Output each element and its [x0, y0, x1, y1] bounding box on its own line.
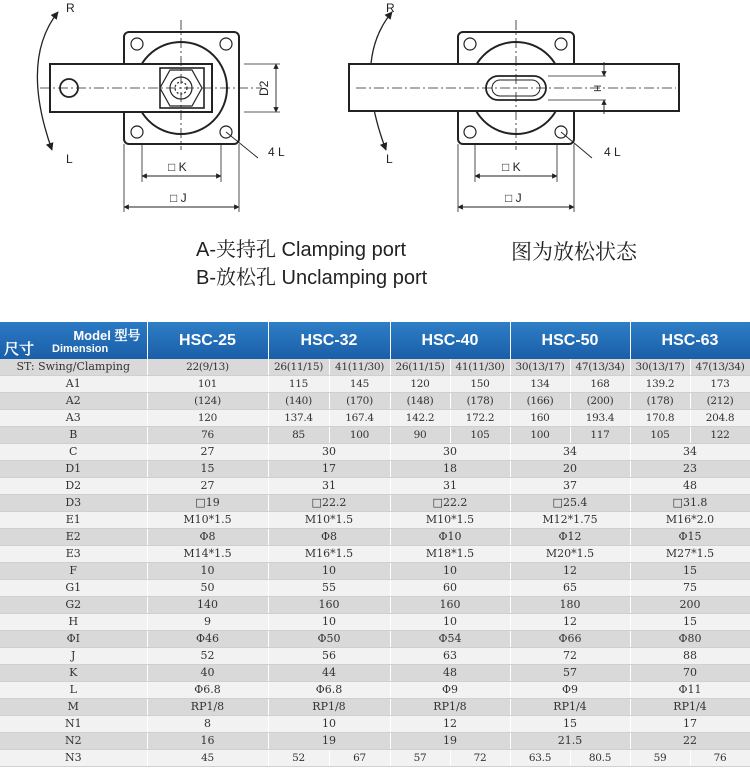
table-cell: 15: [147, 461, 268, 478]
label-j-left: □ J: [170, 191, 187, 205]
table-cell: 20: [510, 461, 630, 478]
table-cell: M18*1.5: [390, 546, 510, 563]
table-cell: 15: [630, 563, 750, 580]
table-row: [0, 580, 750, 597]
table-cell: 15: [630, 614, 750, 631]
table-cell: 90: [390, 427, 450, 444]
table-cell: RP1/4: [510, 699, 630, 716]
table-cell: 180: [510, 597, 630, 614]
table-cell: 137.4: [268, 410, 329, 427]
row-label: A2: [0, 393, 147, 410]
table-cell: (124): [147, 393, 268, 410]
table-cell: 34: [630, 444, 750, 461]
label-l-right: L: [386, 152, 393, 166]
table-cell: 10: [268, 614, 390, 631]
table-cell: 172.2: [450, 410, 510, 427]
table-cell: RP1/8: [268, 699, 390, 716]
table-cell: 18: [390, 461, 510, 478]
header-model-name: HSC-25: [147, 322, 268, 359]
table-cell: M14*1.5: [147, 546, 268, 563]
row-label: N2: [0, 733, 147, 750]
table-cell: 55: [268, 580, 390, 597]
table-cell: 72: [510, 648, 630, 665]
table-row: [0, 546, 750, 563]
table-cell: Φ6.8: [147, 682, 268, 699]
table-row: [0, 393, 750, 410]
table-row: [0, 682, 750, 699]
header-model-name: HSC-40: [390, 322, 510, 359]
table-cell: □25.4: [510, 495, 630, 512]
label-d2: D2: [257, 80, 271, 96]
table-cell: 52: [268, 750, 329, 767]
table-cell: 80.5: [570, 750, 630, 767]
table-cell: RP1/8: [390, 699, 510, 716]
caption-unclamping-port: B-放松孔 Unclamping port: [196, 267, 428, 289]
table-cell: 17: [268, 461, 390, 478]
table-cell: (200): [570, 393, 630, 410]
table-cell: 56: [268, 648, 390, 665]
row-label: A3: [0, 410, 147, 427]
table-cell: Φ54: [390, 631, 510, 648]
table-cell: 160: [390, 597, 510, 614]
table-cell: 48: [630, 478, 750, 495]
table-row: [0, 529, 750, 546]
table-cell: 27: [147, 444, 268, 461]
row-label: A1: [0, 376, 147, 393]
table-cell: 173: [690, 376, 750, 393]
table-body: [0, 359, 750, 767]
table-cell: 70: [630, 665, 750, 682]
table-cell: Φ9: [510, 682, 630, 699]
table-cell: 31: [268, 478, 390, 495]
table-cell: 88: [630, 648, 750, 665]
table-row: [0, 376, 750, 393]
table-cell: 15: [510, 716, 630, 733]
table-cell: 31: [390, 478, 510, 495]
table-cell: 17: [630, 716, 750, 733]
technical-drawings: [0, 0, 750, 225]
header-corner: [0, 322, 147, 359]
table-cell: 30(13/17): [630, 359, 690, 376]
table-cell: 105: [630, 427, 690, 444]
table-cell: 60: [390, 580, 510, 597]
row-label: E2: [0, 529, 147, 546]
table-cell: (140): [268, 393, 329, 410]
table-cell: 8: [147, 716, 268, 733]
table-cell: 105: [450, 427, 510, 444]
row-label: G1: [0, 580, 147, 597]
table-cell: Φ66: [510, 631, 630, 648]
table-cell: 167.4: [329, 410, 390, 427]
table-cell: 23: [630, 461, 750, 478]
table-cell: 193.4: [570, 410, 630, 427]
table-cell: M16*2.0: [630, 512, 750, 529]
row-label: J: [0, 648, 147, 665]
table-row: [0, 410, 750, 427]
table-cell: 100: [329, 427, 390, 444]
table-row: [0, 461, 750, 478]
table-cell: 44: [268, 665, 390, 682]
table-cell: Φ9: [390, 682, 510, 699]
table-cell: 50: [147, 580, 268, 597]
table-cell: RP1/4: [630, 699, 750, 716]
table-cell: 139.2: [630, 376, 690, 393]
table-row: [0, 597, 750, 614]
header-model-name: HSC-50: [510, 322, 630, 359]
row-label: N1: [0, 716, 147, 733]
table-cell: 115: [268, 376, 329, 393]
table-cell: 150: [450, 376, 510, 393]
header-dimension: Dimension: [52, 343, 109, 355]
table-cell: 22(9/13): [147, 359, 268, 376]
table-cell: RP1/8: [147, 699, 268, 716]
table-cell: M10*1.5: [268, 512, 390, 529]
table-cell: 59: [630, 750, 690, 767]
table-cell: Φ15: [630, 529, 750, 546]
table-cell: 48: [390, 665, 510, 682]
table-cell: 30(13/17): [510, 359, 570, 376]
table-cell: 145: [329, 376, 390, 393]
table-row: [0, 699, 750, 716]
table-cell: 204.8: [690, 410, 750, 427]
label-r-left: R: [66, 1, 75, 15]
table-cell: □22.2: [390, 495, 510, 512]
row-label: N3: [0, 750, 147, 767]
row-label: C: [0, 444, 147, 461]
table-cell: 22: [630, 733, 750, 750]
header-model: Model 型号: [73, 328, 141, 343]
table-cell: (166): [510, 393, 570, 410]
table-cell: 40: [147, 665, 268, 682]
row-label: B: [0, 427, 147, 444]
table-cell: 19: [268, 733, 390, 750]
table-cell: 170.8: [630, 410, 690, 427]
table-cell: Φ11: [630, 682, 750, 699]
table-cell: 47(13/34): [570, 359, 630, 376]
table-cell: 72: [450, 750, 510, 767]
row-label: H: [0, 614, 147, 631]
left-view: [37, 12, 280, 212]
table-cell: (178): [630, 393, 690, 410]
label-4l-left: 4 L: [268, 145, 285, 159]
row-label: K: [0, 665, 147, 682]
table-header: [0, 322, 750, 359]
table-cell: Φ8: [147, 529, 268, 546]
table-row: [0, 716, 750, 733]
label-r-right: R: [386, 1, 395, 15]
label-j-right: □ J: [505, 191, 522, 205]
row-label: E1: [0, 512, 147, 529]
table-cell: M12*1.75: [510, 512, 630, 529]
table-cell: 63: [390, 648, 510, 665]
table-cell: 21.5: [510, 733, 630, 750]
table-row: [0, 444, 750, 461]
label-4l-right: 4 L: [604, 145, 621, 159]
right-view: [349, 12, 679, 212]
table-cell: 30: [390, 444, 510, 461]
label-h: H: [593, 84, 604, 92]
table-cell: 10: [268, 563, 390, 580]
caption-state: 图为放松状态: [511, 241, 637, 264]
table-cell: 16: [147, 733, 268, 750]
table-row: [0, 478, 750, 495]
table-cell: 140: [147, 597, 268, 614]
table-cell: 160: [510, 410, 570, 427]
table-cell: 122: [690, 427, 750, 444]
table-cell: (212): [690, 393, 750, 410]
table-cell: (170): [329, 393, 390, 410]
table-row: [0, 614, 750, 631]
header-model-name: HSC-32: [268, 322, 390, 359]
table-cell: □19: [147, 495, 268, 512]
table-cell: 26(11/15): [390, 359, 450, 376]
table-row: [0, 631, 750, 648]
table-cell: Φ8: [268, 529, 390, 546]
table-cell: M10*1.5: [147, 512, 268, 529]
table-cell: 100: [510, 427, 570, 444]
table-cell: 134: [510, 376, 570, 393]
table-cell: (178): [450, 393, 510, 410]
table-row: [0, 427, 750, 444]
table-cell: 10: [268, 716, 390, 733]
table-cell: 67: [329, 750, 390, 767]
table-cell: M10*1.5: [390, 512, 510, 529]
row-label: D3: [0, 495, 147, 512]
table-cell: 45: [147, 750, 268, 767]
table-cell: 142.2: [390, 410, 450, 427]
table-cell: 12: [510, 563, 630, 580]
table-cell: 27: [147, 478, 268, 495]
table-cell: Φ10: [390, 529, 510, 546]
row-label: D1: [0, 461, 147, 478]
table-cell: 168: [570, 376, 630, 393]
row-label: L: [0, 682, 147, 699]
table-cell: 12: [510, 614, 630, 631]
row-label: ST: Swing/Clamping: [0, 359, 147, 376]
table-cell: 52: [147, 648, 268, 665]
table-cell: 41(11/30): [450, 359, 510, 376]
table-cell: 10: [390, 563, 510, 580]
table-row: [0, 512, 750, 529]
caption-clamping-port: A-夹持孔 Clamping port: [196, 239, 407, 261]
table-cell: 76: [147, 427, 268, 444]
row-label: G2: [0, 597, 147, 614]
table-cell: 41(11/30): [329, 359, 390, 376]
table-cell: 10: [390, 614, 510, 631]
table-row: [0, 648, 750, 665]
table-cell: 57: [390, 750, 450, 767]
table-cell: M27*1.5: [630, 546, 750, 563]
table-row: [0, 665, 750, 682]
table-cell: 37: [510, 478, 630, 495]
table-cell: (148): [390, 393, 450, 410]
row-label: M: [0, 699, 147, 716]
table-cell: 26(11/15): [268, 359, 329, 376]
label-k-left: □ K: [168, 160, 187, 174]
table-cell: □31.8: [630, 495, 750, 512]
table-cell: 34: [510, 444, 630, 461]
table-row: [0, 359, 750, 376]
table-cell: Φ12: [510, 529, 630, 546]
table-row: [0, 563, 750, 580]
table-cell: 63.5: [510, 750, 570, 767]
table-cell: Φ46: [147, 631, 268, 648]
spec-table: [0, 322, 750, 767]
header-size-cn: 尺寸: [4, 341, 35, 358]
table-cell: 65: [510, 580, 630, 597]
table-cell: 120: [147, 410, 268, 427]
table-cell: 30: [268, 444, 390, 461]
table-cell: 160: [268, 597, 390, 614]
table-cell: 101: [147, 376, 268, 393]
table-cell: Φ80: [630, 631, 750, 648]
table-cell: 76: [690, 750, 750, 767]
table-cell: 47(13/34): [690, 359, 750, 376]
table-cell: 117: [570, 427, 630, 444]
row-label: ΦI: [0, 631, 147, 648]
row-label: D2: [0, 478, 147, 495]
table-cell: 120: [390, 376, 450, 393]
table-cell: 200: [630, 597, 750, 614]
table-cell: 12: [390, 716, 510, 733]
header-model-name: HSC-63: [630, 322, 750, 359]
table-cell: 10: [147, 563, 268, 580]
table-cell: M16*1.5: [268, 546, 390, 563]
table-cell: Φ6.8: [268, 682, 390, 699]
table-cell: □22.2: [268, 495, 390, 512]
table-cell: 75: [630, 580, 750, 597]
table-row: [0, 733, 750, 750]
table-row: [0, 495, 750, 512]
row-label: E3: [0, 546, 147, 563]
row-label: F: [0, 563, 147, 580]
label-l-left: L: [66, 152, 73, 166]
table-cell: 57: [510, 665, 630, 682]
table-cell: 19: [390, 733, 510, 750]
table-row: [0, 750, 750, 767]
table-cell: 9: [147, 614, 268, 631]
table-cell: Φ50: [268, 631, 390, 648]
label-k-right: □ K: [502, 160, 521, 174]
table-cell: M20*1.5: [510, 546, 630, 563]
table-cell: 85: [268, 427, 329, 444]
